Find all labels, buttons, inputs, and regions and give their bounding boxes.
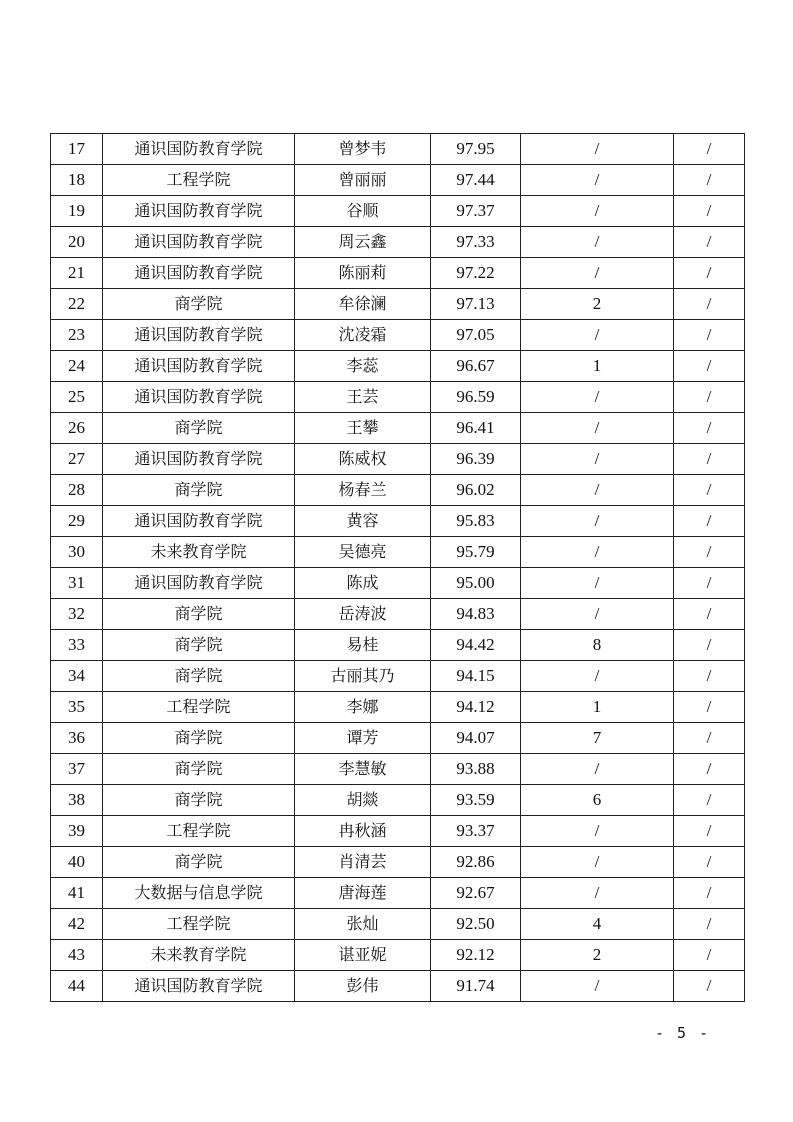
college-cell: 通识国防教育学院 <box>103 227 295 258</box>
college-cell: 商学院 <box>103 723 295 754</box>
column6-cell: / <box>674 537 745 568</box>
name-cell: 易桂 <box>295 630 431 661</box>
name-cell: 古丽其乃 <box>295 661 431 692</box>
row-number-cell: 34 <box>51 661 103 692</box>
column6-cell: / <box>674 227 745 258</box>
row-number-cell: 31 <box>51 568 103 599</box>
column5-cell: / <box>521 568 674 599</box>
column5-cell: / <box>521 413 674 444</box>
score-cell: 97.95 <box>431 134 521 165</box>
column5-cell: / <box>521 227 674 258</box>
score-cell: 92.86 <box>431 847 521 878</box>
score-cell: 97.05 <box>431 320 521 351</box>
column6-cell: / <box>674 661 745 692</box>
row-number-cell: 30 <box>51 537 103 568</box>
row-number-cell: 42 <box>51 909 103 940</box>
name-cell: 谭芳 <box>295 723 431 754</box>
row-number-cell: 18 <box>51 165 103 196</box>
row-number-cell: 33 <box>51 630 103 661</box>
column6-cell: / <box>674 692 745 723</box>
row-number-cell: 40 <box>51 847 103 878</box>
college-cell: 通识国防教育学院 <box>103 444 295 475</box>
name-cell: 曾丽丽 <box>295 165 431 196</box>
score-cell: 92.12 <box>431 940 521 971</box>
table-row <box>51 785 745 816</box>
column5-cell: 2 <box>521 940 674 971</box>
column5-cell: 1 <box>521 351 674 382</box>
row-number-cell: 28 <box>51 475 103 506</box>
score-cell: 93.37 <box>431 816 521 847</box>
column5-cell: / <box>521 971 674 1002</box>
row-number-cell: 35 <box>51 692 103 723</box>
name-cell: 黄容 <box>295 506 431 537</box>
college-cell: 商学院 <box>103 847 295 878</box>
table-row <box>51 971 745 1002</box>
table-row <box>51 568 745 599</box>
column6-cell: / <box>674 940 745 971</box>
name-cell: 沈凌霜 <box>295 320 431 351</box>
table-row <box>51 661 745 692</box>
table-row <box>51 475 745 506</box>
table-row <box>51 134 745 165</box>
row-number-cell: 26 <box>51 413 103 444</box>
score-cell: 97.13 <box>431 289 521 320</box>
college-cell: 未来教育学院 <box>103 940 295 971</box>
column6-cell: / <box>674 909 745 940</box>
name-cell: 杨春兰 <box>295 475 431 506</box>
column5-cell: / <box>521 475 674 506</box>
score-cell: 91.74 <box>431 971 521 1002</box>
college-cell: 通识国防教育学院 <box>103 971 295 1002</box>
table-row <box>51 196 745 227</box>
table-row <box>51 847 745 878</box>
row-number-cell: 23 <box>51 320 103 351</box>
column5-cell: / <box>521 165 674 196</box>
college-cell: 工程学院 <box>103 692 295 723</box>
table-row <box>51 723 745 754</box>
college-cell: 工程学院 <box>103 165 295 196</box>
row-number-cell: 44 <box>51 971 103 1002</box>
name-cell: 李慧敏 <box>295 754 431 785</box>
score-cell: 93.59 <box>431 785 521 816</box>
score-cell: 96.67 <box>431 351 521 382</box>
column5-cell: / <box>521 816 674 847</box>
name-cell: 李娜 <box>295 692 431 723</box>
score-cell: 95.00 <box>431 568 521 599</box>
column5-cell: 1 <box>521 692 674 723</box>
college-cell: 商学院 <box>103 289 295 320</box>
name-cell: 吴德亮 <box>295 537 431 568</box>
table-row <box>51 506 745 537</box>
row-number-cell: 21 <box>51 258 103 289</box>
name-cell: 谌亚妮 <box>295 940 431 971</box>
college-cell: 通识国防教育学院 <box>103 134 295 165</box>
table-row <box>51 909 745 940</box>
table-row <box>51 692 745 723</box>
column5-cell: / <box>521 661 674 692</box>
college-cell: 通识国防教育学院 <box>103 258 295 289</box>
row-number-cell: 17 <box>51 134 103 165</box>
column5-cell: / <box>521 537 674 568</box>
name-cell: 陈威权 <box>295 444 431 475</box>
name-cell: 冉秋涵 <box>295 816 431 847</box>
row-number-cell: 43 <box>51 940 103 971</box>
name-cell: 陈丽莉 <box>295 258 431 289</box>
page-number: - 5 - <box>655 1024 711 1042</box>
row-number-cell: 41 <box>51 878 103 909</box>
table-row <box>51 599 745 630</box>
name-cell: 肖清芸 <box>295 847 431 878</box>
score-cell: 94.83 <box>431 599 521 630</box>
column6-cell: / <box>674 816 745 847</box>
score-cell: 96.39 <box>431 444 521 475</box>
name-cell: 张灿 <box>295 909 431 940</box>
table-row <box>51 630 745 661</box>
name-cell: 王芸 <box>295 382 431 413</box>
score-cell: 96.02 <box>431 475 521 506</box>
column5-cell: 6 <box>521 785 674 816</box>
score-cell: 94.12 <box>431 692 521 723</box>
column5-cell: / <box>521 444 674 475</box>
column6-cell: / <box>674 413 745 444</box>
college-cell: 通识国防教育学院 <box>103 351 295 382</box>
score-cell: 97.22 <box>431 258 521 289</box>
table-row <box>51 351 745 382</box>
column6-cell: / <box>674 196 745 227</box>
score-cell: 92.67 <box>431 878 521 909</box>
name-cell: 曾梦韦 <box>295 134 431 165</box>
table-row <box>51 940 745 971</box>
column6-cell: / <box>674 506 745 537</box>
column5-cell: 8 <box>521 630 674 661</box>
column6-cell: / <box>674 351 745 382</box>
table-row <box>51 258 745 289</box>
table-row <box>51 227 745 258</box>
college-cell: 通识国防教育学院 <box>103 382 295 413</box>
column5-cell: 7 <box>521 723 674 754</box>
column5-cell: / <box>521 196 674 227</box>
column5-cell: / <box>521 382 674 413</box>
column6-cell: / <box>674 785 745 816</box>
college-cell: 工程学院 <box>103 816 295 847</box>
college-cell: 商学院 <box>103 475 295 506</box>
column6-cell: / <box>674 165 745 196</box>
column6-cell: / <box>674 134 745 165</box>
score-cell: 94.42 <box>431 630 521 661</box>
row-number-cell: 36 <box>51 723 103 754</box>
table-row <box>51 537 745 568</box>
college-cell: 未来教育学院 <box>103 537 295 568</box>
column5-cell: / <box>521 320 674 351</box>
table-row <box>51 413 745 444</box>
table-row <box>51 382 745 413</box>
score-cell: 94.15 <box>431 661 521 692</box>
college-cell: 通识国防教育学院 <box>103 320 295 351</box>
college-cell: 商学院 <box>103 754 295 785</box>
score-cell: 97.44 <box>431 165 521 196</box>
name-cell: 李蕊 <box>295 351 431 382</box>
row-number-cell: 38 <box>51 785 103 816</box>
table-row <box>51 754 745 785</box>
score-cell: 97.33 <box>431 227 521 258</box>
table-row <box>51 165 745 196</box>
name-cell: 彭伟 <box>295 971 431 1002</box>
name-cell: 周云鑫 <box>295 227 431 258</box>
score-cell: 95.79 <box>431 537 521 568</box>
name-cell: 牟徐澜 <box>295 289 431 320</box>
column5-cell: / <box>521 258 674 289</box>
column6-cell: / <box>674 971 745 1002</box>
name-cell: 唐海莲 <box>295 878 431 909</box>
ranking-table-container <box>50 133 745 1002</box>
table-row <box>51 816 745 847</box>
college-cell: 工程学院 <box>103 909 295 940</box>
row-number-cell: 27 <box>51 444 103 475</box>
column6-cell: / <box>674 878 745 909</box>
table-row <box>51 444 745 475</box>
score-cell: 95.83 <box>431 506 521 537</box>
column5-cell: / <box>521 847 674 878</box>
table-row <box>51 320 745 351</box>
college-cell: 商学院 <box>103 785 295 816</box>
column5-cell: 2 <box>521 289 674 320</box>
table-body <box>51 134 745 1002</box>
college-cell: 商学院 <box>103 630 295 661</box>
column5-cell: / <box>521 134 674 165</box>
score-cell: 93.88 <box>431 754 521 785</box>
column6-cell: / <box>674 568 745 599</box>
column6-cell: / <box>674 258 745 289</box>
ranking-table <box>50 133 745 1002</box>
row-number-cell: 20 <box>51 227 103 258</box>
college-cell: 商学院 <box>103 661 295 692</box>
college-cell: 商学院 <box>103 413 295 444</box>
column5-cell: / <box>521 599 674 630</box>
row-number-cell: 32 <box>51 599 103 630</box>
column6-cell: / <box>674 444 745 475</box>
column5-cell: 4 <box>521 909 674 940</box>
name-cell: 胡燚 <box>295 785 431 816</box>
score-cell: 94.07 <box>431 723 521 754</box>
college-cell: 通识国防教育学院 <box>103 506 295 537</box>
row-number-cell: 39 <box>51 816 103 847</box>
college-cell: 通识国防教育学院 <box>103 568 295 599</box>
column6-cell: / <box>674 599 745 630</box>
college-cell: 通识国防教育学院 <box>103 196 295 227</box>
table-row <box>51 289 745 320</box>
row-number-cell: 24 <box>51 351 103 382</box>
column6-cell: / <box>674 289 745 320</box>
college-cell: 大数据与信息学院 <box>103 878 295 909</box>
score-cell: 96.41 <box>431 413 521 444</box>
column6-cell: / <box>674 630 745 661</box>
row-number-cell: 19 <box>51 196 103 227</box>
column6-cell: / <box>674 754 745 785</box>
name-cell: 谷顺 <box>295 196 431 227</box>
college-cell: 商学院 <box>103 599 295 630</box>
name-cell: 岳涛波 <box>295 599 431 630</box>
row-number-cell: 25 <box>51 382 103 413</box>
column6-cell: / <box>674 320 745 351</box>
column5-cell: / <box>521 506 674 537</box>
column5-cell: / <box>521 754 674 785</box>
name-cell: 王攀 <box>295 413 431 444</box>
row-number-cell: 37 <box>51 754 103 785</box>
score-cell: 97.37 <box>431 196 521 227</box>
column6-cell: / <box>674 723 745 754</box>
column5-cell: / <box>521 878 674 909</box>
column6-cell: / <box>674 382 745 413</box>
table-row <box>51 878 745 909</box>
name-cell: 陈成 <box>295 568 431 599</box>
score-cell: 92.50 <box>431 909 521 940</box>
column6-cell: / <box>674 847 745 878</box>
score-cell: 96.59 <box>431 382 521 413</box>
column6-cell: / <box>674 475 745 506</box>
row-number-cell: 22 <box>51 289 103 320</box>
row-number-cell: 29 <box>51 506 103 537</box>
